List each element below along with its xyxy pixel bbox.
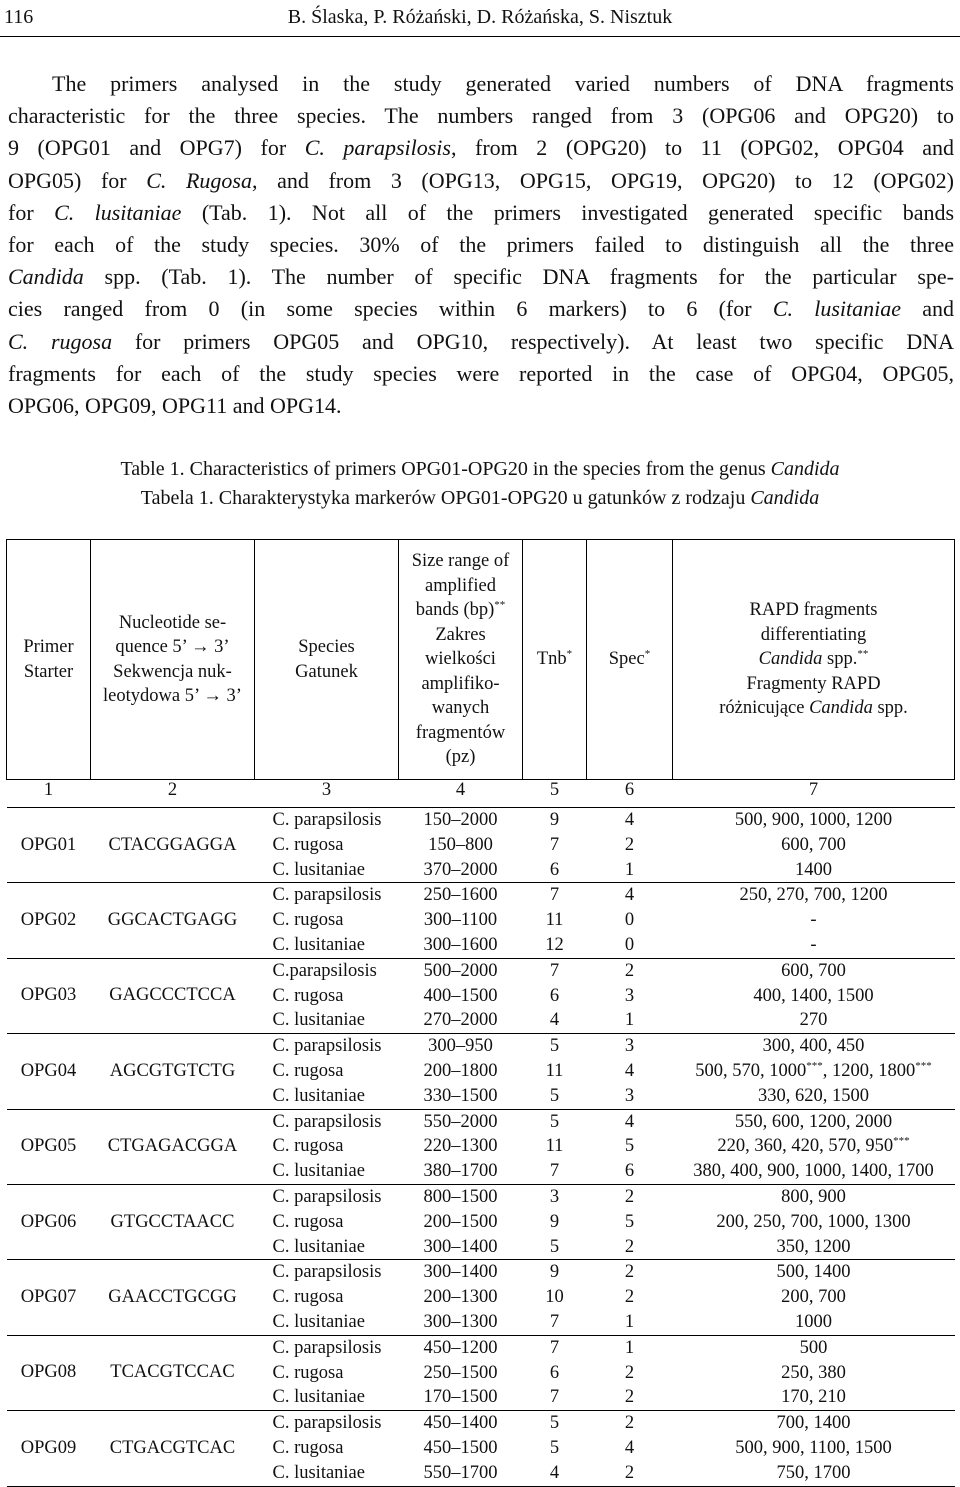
- spec-cell: [587, 1411, 673, 1486]
- species-value: C. rugosa: [272, 1287, 344, 1308]
- size-value: 380–1700: [423, 1161, 498, 1182]
- tnb-value: 6: [549, 1362, 560, 1383]
- spec-value: 3: [624, 985, 635, 1006]
- text-run: cies ranged from 0 (in some species within 6 markers) to 6 (for: [8, 296, 773, 322]
- header-line: leotydowa 5’ → 3’: [103, 686, 242, 706]
- species-value: C. parapsilosis: [272, 1413, 382, 1434]
- header-line: quence 5’ → 3’: [115, 637, 230, 657]
- rapd-value: 1000: [795, 1311, 832, 1332]
- spec-value: 0: [624, 934, 635, 955]
- nucleotide-sequence: AGCGTGTCTG: [91, 1034, 255, 1109]
- text-line: [8, 68, 954, 100]
- species-value: C. rugosa: [272, 1362, 344, 1383]
- header-line: amplified: [425, 575, 496, 596]
- header-line: Sekwencja nuk-: [113, 661, 232, 682]
- species-cell: [255, 1335, 399, 1410]
- spec-cell: [587, 883, 673, 958]
- header-line: Starter: [23, 661, 74, 682]
- species-value: C. lusitaniae: [272, 1387, 365, 1408]
- rapd-value: 300, 400, 450: [762, 1036, 865, 1057]
- primer-characteristics-table: [6, 539, 955, 1487]
- header-line: bands (bp)**: [415, 599, 506, 621]
- text-run: (Tab. 1). Not all of the primers investigated generated specific bands: [181, 199, 955, 225]
- rapd-value: 200, 700: [781, 1287, 846, 1308]
- text-line: [8, 293, 954, 325]
- primer-name: OPG06: [7, 1184, 91, 1259]
- rapd-value: 380, 400, 900, 1000, 1400, 1700: [693, 1161, 934, 1182]
- tnb-value: 7: [549, 885, 560, 906]
- spec-value: 2: [624, 960, 635, 981]
- header-spec: Spec*: [587, 540, 673, 780]
- header-line: Nucleotide se-: [118, 612, 227, 633]
- tnb-value: 7: [549, 1161, 560, 1182]
- column-number: 5: [523, 780, 587, 808]
- size-value: 450–1200: [423, 1337, 498, 1358]
- size-value: 300–1600: [423, 934, 498, 955]
- text-run: for primers OPG05 and OPG10, respectively). At least two specific DNA: [112, 328, 955, 354]
- rapd-value: 500, 900, 1100, 1500: [735, 1437, 892, 1458]
- size-value: 450–1500: [423, 1437, 498, 1458]
- species-value: C. lusitaniae: [272, 1311, 365, 1332]
- species-value: C. lusitaniae: [272, 859, 365, 880]
- spec-value: 0: [624, 910, 635, 931]
- primer-group: [7, 1335, 955, 1410]
- rapd-value: -: [810, 934, 817, 955]
- tnb-cell: [523, 1184, 587, 1259]
- header-tnb: Tnb*: [523, 540, 587, 780]
- tnb-value: 4: [549, 1462, 560, 1483]
- table-caption-english: Table 1. Characteristics of primers OPG01-OPG20 in the species from the genus Candida: [120, 458, 840, 480]
- nucleotide-sequence: GTGCCTAACC: [91, 1184, 255, 1259]
- column-number: 6: [587, 780, 673, 808]
- species-value: C. rugosa: [272, 834, 344, 855]
- table-row: [7, 1184, 955, 1259]
- text-run: OPG05) for: [8, 167, 147, 193]
- table-row: [7, 883, 955, 958]
- spec-value: 5: [624, 1136, 635, 1157]
- tnb-cell: [523, 1411, 587, 1486]
- species-value: C. rugosa: [272, 1060, 344, 1081]
- tnb-cell: [523, 883, 587, 958]
- primer-group: [7, 1184, 955, 1259]
- primer-name: OPG04: [7, 1034, 91, 1109]
- species-cell: [255, 1034, 399, 1109]
- rapd-value: 270: [799, 1010, 828, 1031]
- species-value: C. parapsilosis: [272, 810, 382, 830]
- size-value: 300–1400: [423, 1236, 498, 1257]
- spec-value: 4: [624, 1437, 635, 1458]
- footnote-mark: **: [494, 599, 506, 612]
- rapd-cell: [673, 958, 955, 1033]
- header-line: Gatunek: [295, 661, 358, 682]
- text-line: [8, 390, 954, 422]
- tnb-value: 12: [545, 934, 564, 955]
- header-size-range: [399, 540, 523, 780]
- rapd-cell: [673, 1335, 955, 1410]
- species-cell: [255, 1411, 399, 1486]
- size-cell: [399, 1260, 523, 1335]
- text-line: [8, 100, 954, 132]
- species-value: C.parapsilosis: [272, 960, 377, 981]
- tnb-value: 7: [549, 834, 560, 855]
- column-number: 4: [399, 780, 523, 808]
- size-value: 800–1500: [423, 1186, 498, 1207]
- header-rapd: RAPD fragments differentiating Candida spp.** Fragmenty RAPD różnicujące Candida spp.: [673, 540, 955, 780]
- size-value: 150–2000: [423, 810, 498, 830]
- header-line: (pz): [445, 747, 476, 768]
- species-cell: [255, 883, 399, 958]
- spec-value: 2: [624, 1387, 635, 1408]
- header-line: wanych: [431, 698, 490, 719]
- species-value: C. parapsilosis: [272, 1337, 382, 1358]
- species-cell: [255, 1260, 399, 1335]
- rapd-value: 500, 570, 1000***, 1200, 1800***: [695, 1059, 932, 1081]
- species-value: C. lusitaniae: [272, 1085, 365, 1106]
- tnb-cell: [523, 1109, 587, 1184]
- text-run: characteristic for the three species. The numbers ranged from 3 (OPG06 and OPG20) to: [8, 103, 954, 129]
- size-cell: [399, 1109, 523, 1184]
- text-line: [8, 326, 954, 358]
- rapd-cell: [673, 883, 955, 958]
- rapd-value: 220, 360, 420, 570, 950***: [717, 1135, 910, 1157]
- rapd-value: 600, 700: [781, 960, 846, 981]
- size-value: 270–2000: [423, 1010, 498, 1031]
- size-value: 200–1500: [423, 1211, 498, 1232]
- species-value: C. parapsilosis: [272, 1262, 382, 1283]
- tnb-cell: [523, 1260, 587, 1335]
- spec-cell: [587, 1335, 673, 1410]
- running-header: [0, 0, 960, 38]
- tnb-cell: [523, 808, 587, 883]
- spec-value: 1: [624, 1311, 635, 1332]
- size-cell: [399, 1411, 523, 1486]
- size-cell: [399, 1335, 523, 1410]
- page-number: 116: [4, 6, 34, 28]
- size-value: 250–1500: [423, 1362, 498, 1383]
- rapd-value: 500: [799, 1337, 828, 1358]
- text-run: for: [8, 199, 55, 225]
- italic-term: C. lusitaniae: [54, 199, 182, 225]
- italic-term: C. parapsilosis: [304, 135, 451, 161]
- column-number: 2: [91, 780, 255, 808]
- text-run: fragments for each of the study species were reported in the case of OPG04, OPG05,: [8, 360, 954, 386]
- spec-value: 4: [624, 810, 635, 830]
- spec-value: 2: [624, 1262, 635, 1283]
- text-run: spp. (Tab. 1). The number of specific DNA fragments for the particular spe-: [83, 264, 954, 290]
- primer-name: OPG09: [7, 1411, 91, 1486]
- header-sequence: [91, 540, 255, 780]
- rapd-value: 500, 900, 1000, 1200: [734, 810, 893, 830]
- species-cell: [255, 958, 399, 1033]
- size-value: 250–1600: [423, 885, 498, 906]
- header-species: [255, 540, 399, 780]
- size-value: 170–1500: [423, 1387, 498, 1408]
- tnb-value: 9: [549, 1262, 560, 1283]
- spec-cell: [587, 1184, 673, 1259]
- size-value: 300–950: [428, 1036, 493, 1057]
- nucleotide-sequence: CTGAGACGGA: [91, 1109, 255, 1184]
- tnb-value: 11: [545, 1136, 564, 1157]
- column-number: 1: [7, 780, 91, 808]
- size-value: 550–2000: [423, 1111, 498, 1132]
- species-value: C. lusitaniae: [272, 1236, 365, 1257]
- rapd-value: 700, 1400: [776, 1413, 851, 1434]
- size-value: 200–1300: [423, 1287, 498, 1308]
- header-line: amplifiko-: [421, 673, 500, 694]
- spec-value: 1: [624, 1337, 635, 1358]
- rapd-cell: [673, 1109, 955, 1184]
- species-value: C. lusitaniae: [272, 1462, 365, 1483]
- primer-name: OPG05: [7, 1109, 91, 1184]
- text-run: , from 2 (OPG20) to 11 (OPG02, OPG04 and: [450, 135, 954, 161]
- text-line: [8, 358, 954, 390]
- tnb-value: 11: [545, 1060, 564, 1081]
- tnb-value: 4: [549, 1010, 560, 1031]
- size-cell: [399, 958, 523, 1033]
- header-line: Size range of: [411, 551, 510, 572]
- primer-group: [7, 1034, 955, 1109]
- tnb-value: 5: [549, 1036, 560, 1057]
- spec-cell: [587, 1034, 673, 1109]
- size-value: 300–1400: [423, 1262, 498, 1283]
- tnb-value: 5: [549, 1236, 560, 1257]
- spec-value: 2: [624, 1186, 635, 1207]
- nucleotide-sequence: CTACGGAGGA: [91, 808, 255, 883]
- primer-group: [7, 1109, 955, 1184]
- nucleotide-sequence: CTGACGTCAC: [91, 1411, 255, 1486]
- table-row: [7, 808, 955, 883]
- header-rule: [0, 36, 960, 37]
- header-primer: [7, 540, 91, 780]
- species-value: C. lusitaniae: [272, 1010, 365, 1031]
- species-value: C. rugosa: [272, 1211, 344, 1232]
- size-value: 450–1400: [423, 1413, 498, 1434]
- tnb-value: 10: [545, 1287, 564, 1308]
- rapd-cell: [673, 1260, 955, 1335]
- table-row: [7, 1411, 955, 1486]
- tnb-value: 9: [549, 810, 560, 830]
- tnb-value: 5: [549, 1111, 560, 1132]
- species-cell: [255, 808, 399, 883]
- tnb-value: 11: [545, 910, 564, 931]
- tnb-value: 5: [549, 1413, 560, 1434]
- tnb-cell: [523, 1335, 587, 1410]
- size-cell: [399, 808, 523, 883]
- text-line: [8, 197, 954, 229]
- spec-value: 6: [624, 1161, 635, 1182]
- table-row: [7, 958, 955, 1033]
- size-value: 300–1100: [423, 910, 498, 931]
- species-value: C. rugosa: [272, 1136, 344, 1157]
- size-cell: [399, 1184, 523, 1259]
- rapd-cell: [673, 1411, 955, 1486]
- table-row: [7, 1335, 955, 1410]
- italic-term: Candida: [8, 264, 84, 290]
- rapd-value: 250, 380: [781, 1362, 846, 1383]
- rapd-value: 500, 1400: [776, 1262, 851, 1283]
- text-run: 9 (OPG01 and OPG7) for: [8, 135, 305, 161]
- header-line: wielkości: [425, 649, 496, 670]
- italic-term: C. Rugosa: [146, 167, 252, 193]
- rapd-cell: [673, 808, 955, 883]
- primer-name: OPG03: [7, 958, 91, 1033]
- species-value: C. parapsilosis: [272, 885, 382, 906]
- size-value: 330–1500: [423, 1085, 498, 1106]
- table-row: [7, 1109, 955, 1184]
- spec-value: 2: [624, 1236, 635, 1257]
- species-value: C. rugosa: [272, 985, 344, 1006]
- italic-term: C. lusitaniae: [772, 296, 901, 322]
- spec-value: 3: [624, 1036, 635, 1057]
- body-paragraph: [8, 68, 954, 422]
- table-row: [7, 1260, 955, 1335]
- rapd-value: 600, 700: [781, 834, 846, 855]
- size-value: 300–1300: [423, 1311, 498, 1332]
- table-caption-polish: Tabela 1. Charakterystyka markerów OPG01-OPG20 u gatunków z rodzaju Candida: [140, 487, 820, 509]
- primer-group: [7, 1260, 955, 1335]
- spec-cell: [587, 1109, 673, 1184]
- rapd-value: -: [810, 910, 817, 931]
- tnb-value: 5: [549, 1437, 560, 1458]
- species-value: C. parapsilosis: [272, 1036, 382, 1057]
- primer-name: OPG08: [7, 1335, 91, 1410]
- rapd-value: 170, 210: [781, 1387, 846, 1408]
- nucleotide-sequence: GAACCTGCGG: [91, 1260, 255, 1335]
- table-row: [7, 1034, 955, 1109]
- spec-value: 3: [624, 1085, 635, 1106]
- nucleotide-sequence: GGCACTGAGG: [91, 883, 255, 958]
- spec-value: 1: [624, 1010, 635, 1031]
- rapd-value: 330, 620, 1500: [758, 1085, 869, 1106]
- text-run: , and from 3 (OPG13, OPG15, OPG19, OPG20) to 12 (OPG02): [251, 167, 954, 193]
- rapd-value: 1400: [795, 859, 832, 880]
- italic-term: C. rugosa: [8, 328, 113, 354]
- tnb-cell: [523, 1034, 587, 1109]
- size-value: 200–1800: [423, 1060, 498, 1081]
- rapd-value: 200, 250, 700, 1000, 1300: [716, 1211, 911, 1232]
- tnb-value: 6: [549, 985, 560, 1006]
- spec-value: 4: [624, 1111, 635, 1132]
- table-captions: [0, 455, 960, 513]
- table-header-row: [7, 540, 955, 780]
- text-run: and: [901, 296, 955, 322]
- text-line: [8, 132, 954, 164]
- primer-name: OPG01: [7, 808, 91, 883]
- tnb-value: 7: [549, 1311, 560, 1332]
- primer-group: [7, 958, 955, 1033]
- tnb-cell: [523, 958, 587, 1033]
- rapd-value: 250, 270, 700, 1200: [739, 885, 888, 906]
- tnb-value: 7: [549, 1387, 560, 1408]
- size-cell: [399, 1034, 523, 1109]
- tnb-value: 7: [549, 960, 560, 981]
- spec-value: 2: [624, 1287, 635, 1308]
- header-line: Zakres: [435, 624, 486, 645]
- tnb-value: 3: [549, 1186, 560, 1207]
- spec-value: 2: [624, 1413, 635, 1434]
- species-value: C. parapsilosis: [272, 1186, 382, 1207]
- spec-cell: [587, 1260, 673, 1335]
- rapd-cell: [673, 1184, 955, 1259]
- rapd-value: 550, 600, 1200, 2000: [734, 1111, 893, 1132]
- header-authors: B. Ślaska, P. Różański, D. Różańska, S. Nisztuk: [287, 6, 673, 28]
- header-line: fragmentów: [415, 722, 506, 743]
- column-number: 7: [673, 780, 955, 808]
- rapd-value: 750, 1700: [776, 1462, 851, 1483]
- primer-name: OPG07: [7, 1260, 91, 1335]
- text-run: The primers analysed in the study generated varied numbers of DNA fragments: [52, 71, 954, 96]
- header-line: Primer: [23, 637, 74, 657]
- nucleotide-sequence: GAGCCCTCCA: [91, 958, 255, 1033]
- species-value: C. rugosa: [272, 910, 344, 931]
- spec-value: 2: [624, 1462, 635, 1483]
- spec-value: 4: [624, 1060, 635, 1081]
- spec-cell: [587, 958, 673, 1033]
- spec-value: 4: [624, 885, 635, 906]
- species-value: C. parapsilosis: [272, 1111, 382, 1132]
- text-line: [8, 165, 954, 197]
- size-value: 550–1700: [423, 1462, 498, 1483]
- tnb-value: 5: [549, 1085, 560, 1106]
- size-value: 150–800: [428, 834, 493, 855]
- text-line: [8, 229, 954, 261]
- text-run: for each of the study species. 30% of the primers failed to distinguish all the three: [8, 231, 954, 257]
- nucleotide-sequence: TCACGTCCAC: [91, 1335, 255, 1410]
- size-value: 500–2000: [423, 960, 498, 981]
- spec-value: 2: [624, 834, 635, 855]
- tnb-value: 6: [549, 859, 560, 880]
- size-cell: [399, 883, 523, 958]
- spec-value: 2: [624, 1362, 635, 1383]
- size-value: 370–2000: [423, 859, 498, 880]
- rapd-value: 800, 900: [781, 1186, 846, 1207]
- primer-group: [7, 808, 955, 883]
- rapd-value: 400, 1400, 1500: [753, 985, 874, 1006]
- species-value: C. lusitaniae: [272, 1161, 365, 1182]
- tnb-value: 7: [549, 1337, 560, 1358]
- column-number-row: [7, 780, 955, 808]
- spec-value: 5: [624, 1211, 635, 1232]
- size-value: 400–1500: [423, 985, 498, 1006]
- size-value: 220–1300: [423, 1136, 498, 1157]
- rapd-cell: [673, 1034, 955, 1109]
- spec-value: 1: [624, 859, 635, 880]
- column-number: 3: [255, 780, 399, 808]
- text-line: [8, 261, 954, 293]
- text-run: OPG06, OPG09, OPG11 and OPG14.: [8, 392, 342, 418]
- header-line: Species: [298, 637, 355, 657]
- species-value: C. lusitaniae: [272, 934, 365, 955]
- primer-group: [7, 1411, 955, 1486]
- tnb-value: 9: [549, 1211, 560, 1232]
- primer-group: [7, 883, 955, 958]
- species-value: C. rugosa: [272, 1437, 344, 1458]
- species-cell: [255, 1109, 399, 1184]
- rapd-value: 350, 1200: [776, 1236, 851, 1257]
- primer-name: OPG02: [7, 883, 91, 958]
- species-cell: [255, 1184, 399, 1259]
- spec-cell: [587, 808, 673, 883]
